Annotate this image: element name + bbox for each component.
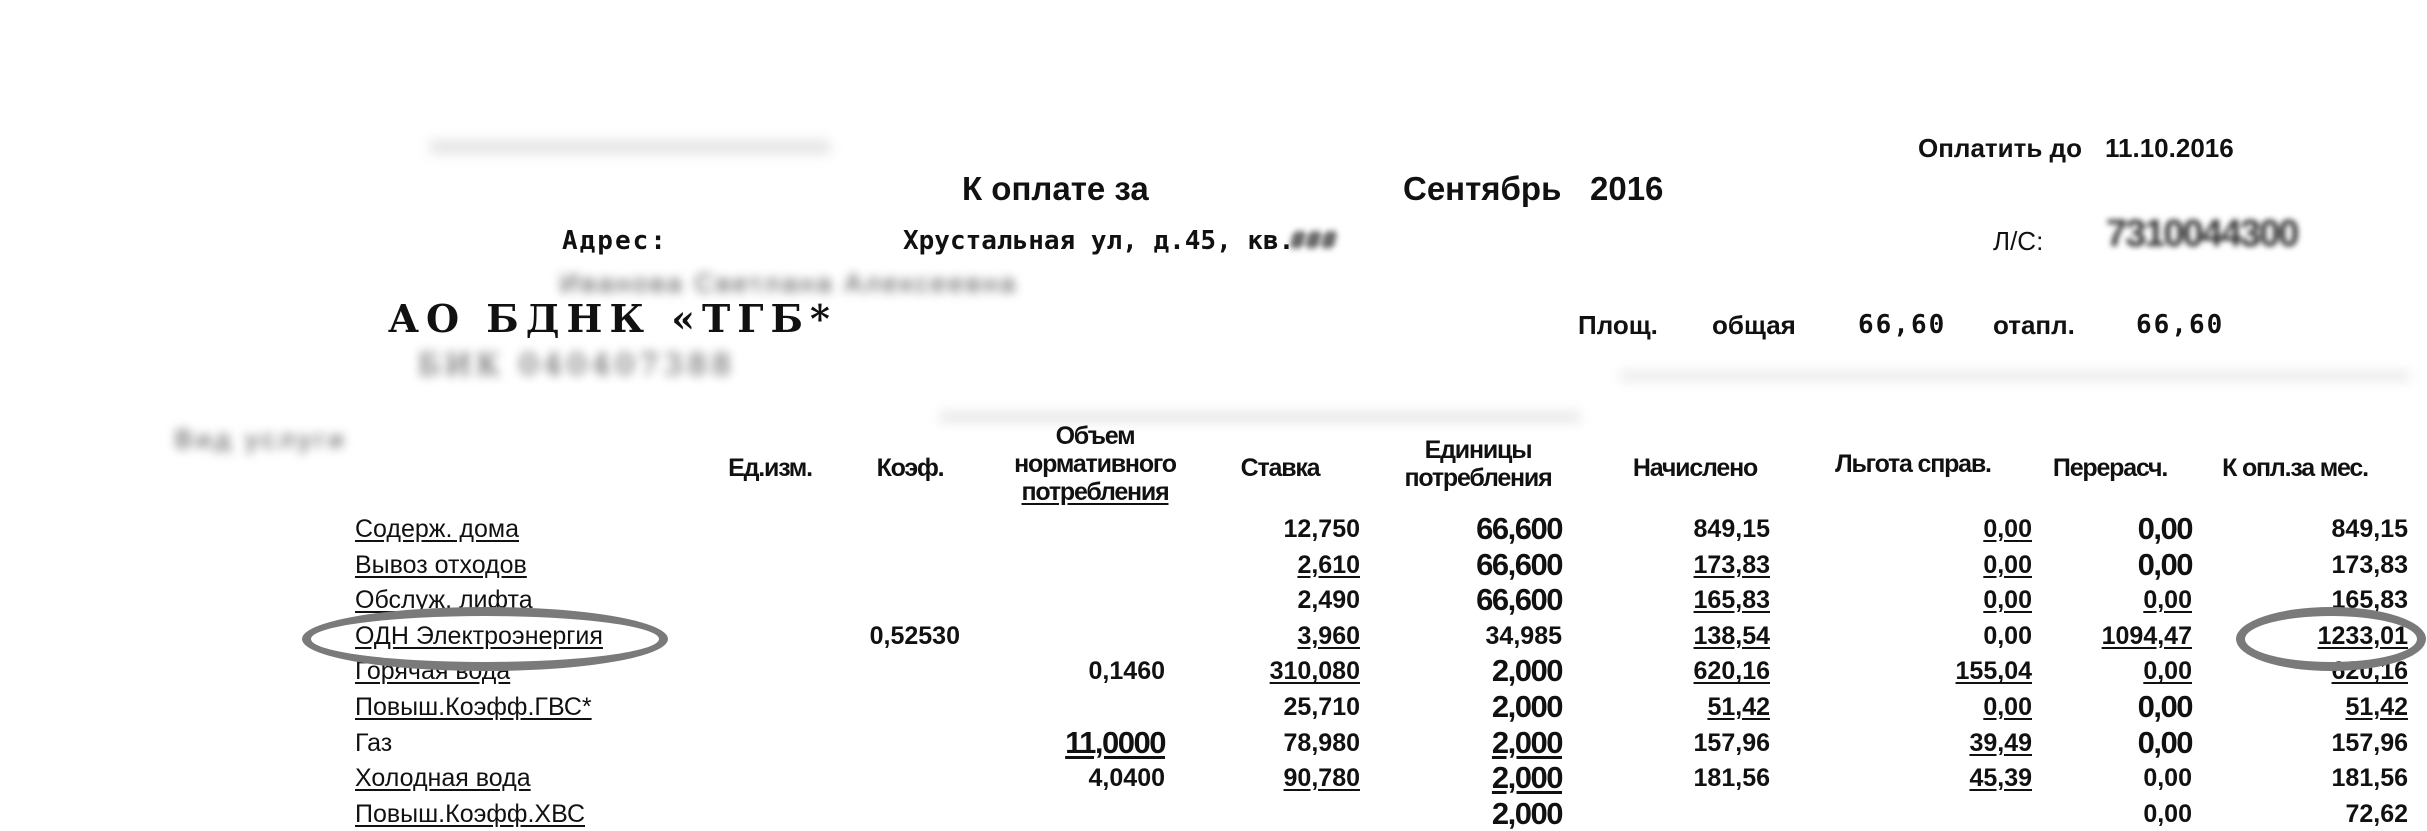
area-heated-label: отапл.: [1993, 310, 2075, 340]
address-label: Адрес:: [562, 226, 668, 256]
recalc-value: 0,00: [2143, 657, 2192, 686]
due-value: 165,83: [2331, 586, 2408, 615]
column-header-accrued: Начислено: [1632, 454, 1758, 482]
due-value: 72,62: [2345, 799, 2408, 828]
account-number-redacted: 7310044300: [2106, 213, 2298, 255]
page-title: К оплате за: [962, 170, 1149, 207]
due-value: 181,56: [2331, 764, 2408, 793]
area-total-label: общая: [1712, 310, 1796, 340]
service-name: Вывоз отходов: [355, 550, 527, 579]
units-value: 2,000: [1491, 689, 1562, 724]
accrued-value: 165,83: [1693, 586, 1770, 615]
recalc-value: 0,00: [2143, 586, 2192, 615]
service-name: Холодная вода: [355, 764, 531, 793]
units-value: 66,600: [1476, 546, 1562, 582]
benefit-value: 39,49: [1969, 728, 2032, 757]
column-header-norm: [965, 422, 1225, 506]
service-name: ОДН Электроэнергия: [355, 621, 603, 650]
area-heated-value: 66,60: [2136, 310, 2225, 340]
column-header-due: К опл.за мес.: [2222, 454, 2368, 482]
norm-value: 4,0400: [1088, 764, 1165, 793]
units-value: 2,000: [1491, 724, 1562, 760]
units-header-line1: Единицы: [1424, 436, 1532, 464]
highlight-ring-odn-service: [302, 607, 668, 671]
billing-year: 2016: [1590, 170, 1664, 207]
pay-by-date: 11.10.2016: [2105, 133, 2234, 163]
apartment-number-redacted: ###: [1290, 226, 1337, 256]
units-value: 34,985: [1485, 621, 1562, 650]
norm-value: 0,1460: [1088, 657, 1165, 686]
pay-by-label: Оплатить до: [1918, 133, 2082, 163]
benefit-value: 0,00: [1983, 621, 2032, 650]
recalc-value: 0,00: [2137, 689, 2192, 724]
due-value: 173,83: [2331, 550, 2408, 579]
highlight-ring-odn-total: [2236, 607, 2426, 671]
units-value: 2,000: [1491, 795, 1562, 831]
area-total-value: 66,60: [1858, 310, 1947, 340]
area-label: Площ.: [1578, 310, 1658, 340]
units-header-line2: потребления: [1404, 464, 1552, 492]
column-header-unit: Ед.изм.: [728, 454, 812, 482]
coef-value: 0,52530: [869, 621, 960, 650]
benefit-value: 45,39: [1969, 764, 2032, 793]
benefit-value: 0,00: [1983, 550, 2032, 579]
units-value: 2,000: [1491, 653, 1562, 689]
service-name: Газ: [355, 728, 393, 757]
bik-redacted: БИК 040407388: [418, 348, 736, 383]
accrued-value: 138,54: [1693, 621, 1770, 650]
rate-value: 2,490: [1297, 586, 1360, 615]
benefit-value: 0,00: [1983, 693, 2032, 721]
accrued-value: 173,83: [1693, 550, 1770, 579]
service-name: Повыш.Коэфф.ГВС*: [355, 693, 592, 721]
service-name: Горячая вода: [355, 657, 511, 686]
benefit-value: 155,04: [1955, 657, 2032, 686]
due-value: 620,16: [2331, 657, 2408, 686]
rate-value: 2,610: [1297, 550, 1360, 579]
scan-smudge: [430, 140, 830, 154]
column-header-benefit: Льгота справ.: [1835, 450, 1991, 478]
accrued-value: 620,16: [1693, 657, 1770, 686]
norm-header-line3: потребления: [1021, 478, 1169, 506]
service-name: Содерж. дома: [355, 515, 520, 543]
due-value: 157,96: [2331, 728, 2408, 757]
address-value: Хрустальная ул, д.45, кв.: [903, 226, 1295, 256]
recalc-value: 1094,47: [2101, 621, 2192, 650]
benefit-value: 0,00: [1983, 515, 2032, 543]
recalc-value: 0,00: [2143, 799, 2192, 828]
billing-month: Сентябрь: [1403, 170, 1562, 207]
service-name: Повыш.Коэфф.ХВС: [355, 799, 586, 828]
accrued-value: 51,42: [1707, 693, 1770, 721]
units-value: 66,600: [1476, 582, 1562, 618]
norm-header-line2: нормативного: [1014, 450, 1176, 478]
due-value: 849,15: [2331, 515, 2408, 543]
recalc-value: 0,00: [2137, 724, 2192, 760]
accrued-value: 849,15: [1693, 515, 1770, 543]
column-header-recalc: Перерасч.: [2052, 454, 2168, 482]
accrued-value: 181,56: [1693, 764, 1770, 793]
account-label: Л/С:: [1993, 226, 2044, 256]
service-column-header-redacted: Вид услуги: [175, 424, 348, 454]
due-value: 1233,01: [2317, 621, 2408, 650]
recalc-value: 0,00: [2143, 764, 2192, 793]
rate-value: 25,710: [1283, 693, 1360, 721]
rate-value: 12,750: [1283, 515, 1360, 543]
norm-header-line1: Объем: [1055, 422, 1135, 450]
rate-value: 78,980: [1283, 728, 1360, 757]
rate-value: 310,080: [1269, 657, 1360, 686]
scan-smudge: [1620, 372, 2410, 380]
bank-name: АО БДНК «ТГБ*: [388, 296, 837, 341]
benefit-value: 0,00: [1983, 586, 2032, 615]
recalc-value: 0,00: [2137, 546, 2192, 582]
column-header-units: [1378, 436, 1578, 492]
rate-value: 3,960: [1297, 621, 1360, 650]
rate-value: 90,780: [1283, 764, 1360, 793]
column-header-rate: Ставка: [1240, 454, 1320, 482]
recalc-value: 0,00: [2137, 511, 2192, 546]
service-name: Обслуж. лифта: [355, 586, 533, 615]
norm-value: 11,0000: [1065, 724, 1165, 760]
due-value: 51,42: [2345, 693, 2408, 721]
scan-smudge: [940, 412, 1580, 422]
units-value: 66,600: [1476, 511, 1562, 546]
owner-name-redacted: Иванова Светлана Алексеевна: [560, 268, 1018, 298]
column-header-coef: Коэф.: [876, 454, 944, 482]
units-value: 2,000: [1491, 760, 1562, 796]
accrued-value: 157,96: [1693, 728, 1770, 757]
